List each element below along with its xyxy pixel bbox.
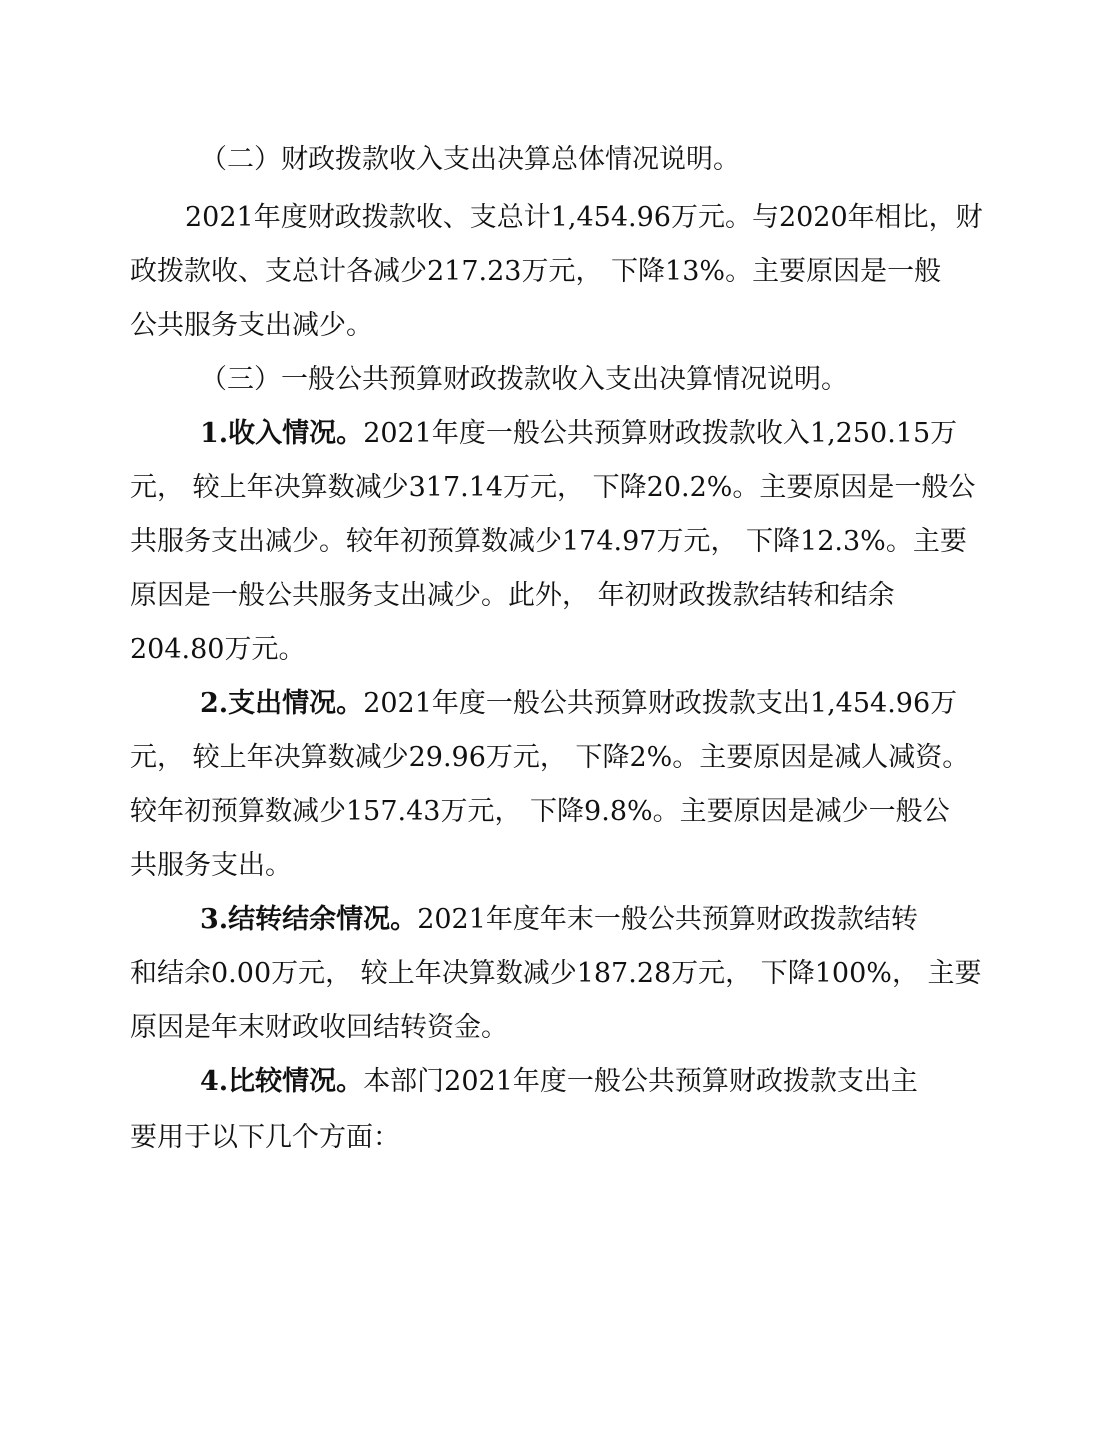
item-comparison-heading: 4.比较情况。 [200,1066,364,1097]
section-heading-3: （三）一般公共预算财政拨款收入支出决算情况说明。 [200,364,848,395]
section-heading-2: （二）财政拨款收入支出决算总体情况说明。 [200,144,740,175]
paragraph-line: 较年初预算数减少157.43万元， 下降9.8%。主要原因是减少一般公 [130,796,950,827]
paragraph-line: 要用于以下几个方面： [130,1122,400,1153]
paragraph-line: 元， 较上年决算数减少317.14万元， 下降20.2%。主要原因是一般公 [130,472,976,503]
item-expense-heading: 2.支出情况。 [200,688,364,719]
paragraph-line: 原因是一般公共服务支出减少。此外， 年初财政拨款结转和结余 [130,580,895,611]
item-balance-text: 2021年度年末一般公共预算财政拨款结转 [417,904,918,935]
item-expense-line [200,684,957,724]
item-comparison-text: 本部门2021年度一般公共预算财政拨款支出主 [363,1066,918,1097]
paragraph-line: 2021年度财政拨款收、支总计1,454.96万元。与2020年相比，财 [185,202,983,233]
item-comparison-line [200,1062,918,1102]
paragraph-line: 共服务支出。 [130,850,292,881]
paragraph-line: 204.80万元。 [130,634,306,665]
item-balance-heading: 3.结转结余情况。 [200,904,418,935]
item-income-heading: 1.收入情况。 [200,418,364,449]
paragraph-line: 公共服务支出减少。 [130,310,373,341]
item-expense-text: 2021年度一般公共预算财政拨款支出1,454.96万 [363,688,958,719]
item-income-text: 2021年度一般公共预算财政拨款收入1,250.15万 [363,418,958,449]
paragraph-line: 原因是年末财政收回结转资金。 [130,1012,508,1043]
paragraph-line: 政拨款收、支总计各减少217.23万元， 下降13%。主要原因是一般 [130,256,942,287]
item-income-line [200,414,957,454]
paragraph-line: 元， 较上年决算数减少29.96万元， 下降2%。主要原因是减人减资。 [130,742,970,773]
paragraph-line: 共服务支出减少。较年初预算数减少174.97万元， 下降12.3%。主要 [130,526,967,557]
item-balance-line [200,900,918,940]
paragraph-line: 和结余0.00万元， 较上年决算数减少187.28万元， 下降100%， 主要 [130,958,982,989]
